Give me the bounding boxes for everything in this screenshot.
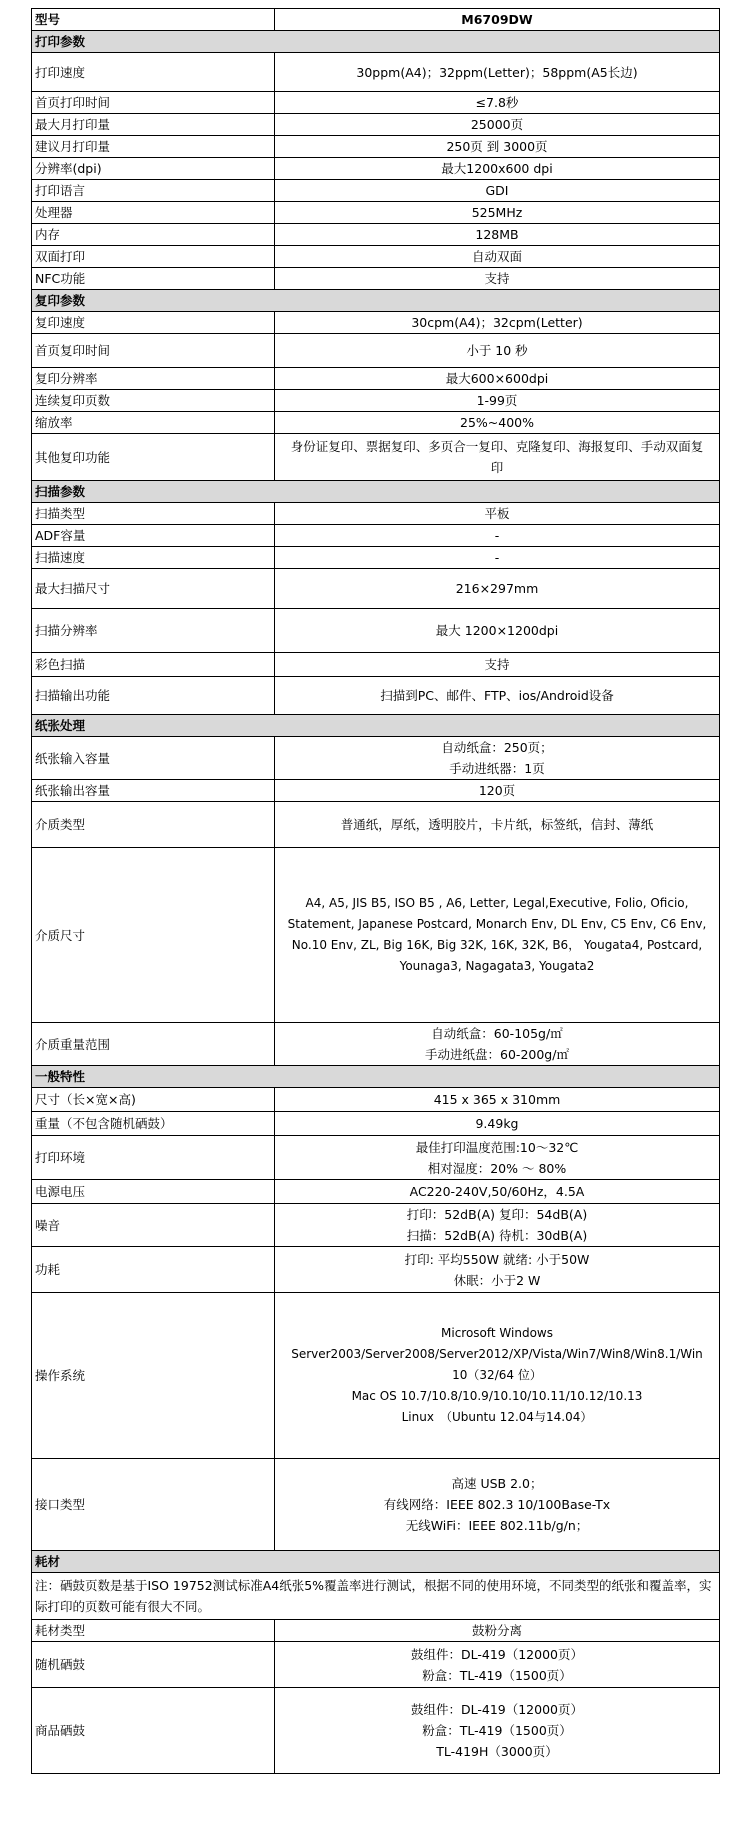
row-value	[275, 1293, 720, 1459]
row-label: 扫描输出功能	[32, 677, 275, 715]
value-line: 粉盒：TL-419（1500页）	[422, 1723, 572, 1738]
row-value: 自动双面	[275, 246, 720, 268]
row-label: ADF容量	[32, 525, 275, 547]
value-line: 手动进纸器：1页	[449, 761, 545, 776]
row-value: 30ppm(A4)；32ppm(Letter)；58ppm(A5长边)	[275, 53, 720, 92]
row-label: 介质类型	[32, 802, 275, 848]
row-label: 随机硒鼓	[32, 1642, 275, 1688]
row-label: 打印速度	[32, 53, 275, 92]
row-label: 重量（不包含随机硒鼓）	[32, 1112, 275, 1136]
value-line: TL-419H（3000页）	[436, 1744, 558, 1759]
table-row	[32, 503, 720, 525]
spec-table	[31, 8, 720, 1774]
row-label: 打印环境	[32, 1136, 275, 1180]
row-value: 25000页	[275, 114, 720, 136]
section-title: 纸张处理	[32, 715, 720, 737]
table-row	[32, 92, 720, 114]
value-line: 鼓组件：DL-419（12000页）	[410, 1702, 583, 1717]
row-label: 纸张输入容量	[32, 737, 275, 780]
table-row	[32, 1293, 720, 1459]
row-label: 首页打印时间	[32, 92, 275, 114]
value-line: 打印: 平均550W 就绪: 小于50W	[404, 1251, 590, 1267]
row-value: 最大 1200×1200dpi	[275, 609, 720, 653]
table-row	[32, 114, 720, 136]
row-value: 1-99页	[275, 390, 720, 412]
table-row	[32, 53, 720, 92]
row-value: 鼓粉分离	[275, 1620, 720, 1642]
consumables-note: 注：硒鼓页数是基于ISO 19752测试标准A4纸张5%覆盖率进行测试，根据不同的使用环境，不同类型的纸张和覆盖率，实际打印的页数可能有很大不同。	[32, 1573, 720, 1620]
value-line: Microsoft Windows	[441, 1326, 553, 1340]
table-row	[32, 368, 720, 390]
row-label: 耗材类型	[32, 1620, 275, 1642]
row-value: 平板	[275, 503, 720, 525]
table-row	[32, 1023, 720, 1066]
row-label: 分辨率(dpi)	[32, 158, 275, 180]
row-label: 功耗	[32, 1247, 275, 1293]
row-label: 扫描类型	[32, 503, 275, 525]
section-title: 复印参数	[32, 290, 720, 312]
table-row	[32, 653, 720, 677]
value-line: Mac OS 10.7/10.8/10.9/10.10/10.11/10.12/10.13	[351, 1389, 643, 1403]
row-value: 支持	[275, 653, 720, 677]
row-value	[275, 1136, 720, 1180]
value-line: A4, A5, JIS B5, ISO B5 , A6, Letter, Legal,Executive, Folio, Oficio,	[305, 896, 689, 910]
row-value	[275, 1023, 720, 1066]
value-line: 印	[490, 460, 504, 475]
row-label: 打印语言	[32, 180, 275, 202]
value-line: 无线WiFi：IEEE 802.11b/g/n；	[405, 1518, 589, 1533]
row-label: 其他复印功能	[32, 434, 275, 481]
row-label: 接口类型	[32, 1459, 275, 1551]
value-line: 自动纸盒：250页；	[441, 740, 553, 755]
table-row	[32, 1642, 720, 1688]
row-value: 525MHz	[275, 202, 720, 224]
table-row	[32, 1136, 720, 1180]
value-line: 鼓组件：DL-419（12000页）	[410, 1646, 583, 1662]
table-row	[32, 547, 720, 569]
row-label: 内存	[32, 224, 275, 246]
row-value	[275, 1247, 720, 1293]
value-line: 手动进纸盘：60-200g/㎡	[425, 1047, 569, 1062]
table-row	[32, 412, 720, 434]
row-value: -	[275, 547, 720, 569]
row-value	[275, 1688, 720, 1774]
section-title: 耗材	[32, 1551, 720, 1573]
row-value: 最大600×600dpi	[275, 368, 720, 390]
row-label: 双面打印	[32, 246, 275, 268]
table-row	[32, 390, 720, 412]
row-value	[275, 848, 720, 1023]
table-row	[32, 136, 720, 158]
table-row	[32, 268, 720, 290]
value-line: No.10 Env, ZL, Big 16K, Big 32K, 16K, 32K, B6， Yougata4, Postcard,	[291, 938, 703, 952]
section-consumables	[32, 1551, 720, 1573]
value-line: 最佳打印温度范围:10～32℃	[415, 1139, 579, 1155]
model-label: 型号	[32, 9, 275, 31]
row-value	[275, 1204, 720, 1247]
table-row	[32, 737, 720, 780]
section-title: 扫描参数	[32, 481, 720, 503]
table-row	[32, 158, 720, 180]
table-row	[32, 525, 720, 547]
table-row	[32, 802, 720, 848]
model-value: M6709DW	[275, 9, 720, 31]
value-line: 高速 USB 2.0；	[451, 1476, 543, 1491]
row-label: 复印速度	[32, 312, 275, 334]
row-value: 小于 10 秒	[275, 334, 720, 368]
table-row	[32, 434, 720, 481]
section-general	[32, 1066, 720, 1088]
row-label: 处理器	[32, 202, 275, 224]
note-row	[32, 1573, 720, 1620]
row-label: 最大扫描尺寸	[32, 569, 275, 609]
row-value	[275, 1642, 720, 1688]
value-line: 有线网络：IEEE 802.3 10/100Base-Tx	[383, 1497, 611, 1512]
table-row	[32, 246, 720, 268]
table-row	[32, 1112, 720, 1136]
row-label: 扫描分辨率	[32, 609, 275, 653]
row-value: 最大1200x600 dpi	[275, 158, 720, 180]
row-value: 128MB	[275, 224, 720, 246]
row-value: 250页 到 3000页	[275, 136, 720, 158]
table-row	[32, 224, 720, 246]
row-label: 介质尺寸	[32, 848, 275, 1023]
value-line: 身份证复印、票据复印、多页合一复印、克隆复印、海报复印、手动双面复	[290, 439, 704, 454]
row-value	[275, 1459, 720, 1551]
section-title: 打印参数	[32, 31, 720, 53]
table-row	[32, 569, 720, 609]
row-label: 最大月打印量	[32, 114, 275, 136]
table-row	[32, 312, 720, 334]
table-row	[32, 180, 720, 202]
row-value: 25%~400%	[275, 412, 720, 434]
section-paper	[32, 715, 720, 737]
row-value: 普通纸，厚纸，透明胶片，卡片纸，标签纸，信封、薄纸	[275, 802, 720, 848]
row-value: 支持	[275, 268, 720, 290]
value-line: 相对湿度：20% ～ 80%	[427, 1160, 567, 1176]
value-line: 扫描：52dB(A) 待机：30dB(A)	[406, 1228, 588, 1243]
table-row	[32, 848, 720, 1023]
table-row	[32, 1688, 720, 1774]
row-label: 操作系统	[32, 1293, 275, 1459]
row-value: AC220-240V,50/60Hz，4.5A	[275, 1180, 720, 1204]
table-row	[32, 1459, 720, 1551]
row-value: GDI	[275, 180, 720, 202]
value-line: 自动纸盒：60-105g/㎡	[431, 1026, 563, 1041]
row-label: NFC功能	[32, 268, 275, 290]
row-value: 30cpm(A4)；32cpm(Letter)	[275, 312, 720, 334]
row-value: 扫描到PC、邮件、FTP、ios/Android设备	[275, 677, 720, 715]
section-print	[32, 31, 720, 53]
row-label: 介质重量范围	[32, 1023, 275, 1066]
table-row	[32, 1620, 720, 1642]
row-value: 415 x 365 x 310mm	[275, 1088, 720, 1112]
row-value	[275, 434, 720, 481]
table-row	[32, 677, 720, 715]
row-label: 噪音	[32, 1204, 275, 1247]
row-label: 彩色扫描	[32, 653, 275, 677]
row-label: 扫描速度	[32, 547, 275, 569]
row-label: 尺寸（长×宽×高)	[32, 1088, 275, 1112]
header-row	[32, 9, 720, 31]
table-row	[32, 1247, 720, 1293]
value-line: Younaga3, Nagagata3, Yougata2	[399, 959, 595, 973]
section-copy	[32, 290, 720, 312]
table-row	[32, 1088, 720, 1112]
value-line: 10（32/64 位）	[452, 1368, 542, 1382]
row-value	[275, 737, 720, 780]
table-row	[32, 1180, 720, 1204]
row-label: 建议月打印量	[32, 136, 275, 158]
row-label: 纸张输出容量	[32, 780, 275, 802]
row-value: -	[275, 525, 720, 547]
table-row	[32, 609, 720, 653]
section-scan	[32, 481, 720, 503]
row-value: 120页	[275, 780, 720, 802]
table-row	[32, 202, 720, 224]
value-line: Linux （Ubuntu 12.04与14.04）	[401, 1410, 593, 1424]
row-value: 9.49kg	[275, 1112, 720, 1136]
table-row	[32, 1204, 720, 1247]
spec-sheet	[31, 8, 719, 1774]
value-line: 粉盒：TL-419（1500页）	[422, 1667, 572, 1683]
row-value: 216×297mm	[275, 569, 720, 609]
value-line: Server2003/Server2008/Server2012/XP/Vista/Win7/Win8/Win8.1/Win	[291, 1347, 703, 1361]
row-label: 连续复印页数	[32, 390, 275, 412]
row-label: 复印分辨率	[32, 368, 275, 390]
value-line: 打印：52dB(A) 复印：54dB(A)	[406, 1207, 588, 1222]
table-row	[32, 334, 720, 368]
row-label: 缩放率	[32, 412, 275, 434]
section-title: 一般特性	[32, 1066, 720, 1088]
row-label: 首页复印时间	[32, 334, 275, 368]
table-row	[32, 780, 720, 802]
value-line: Statement, Japanese Postcard, Monarch Env, DL Env, C5 Env, C6 Env,	[287, 917, 707, 931]
value-line: 休眠：小于2 W	[453, 1272, 541, 1288]
row-value: ≤7.8秒	[275, 92, 720, 114]
row-label: 商品硒鼓	[32, 1688, 275, 1774]
row-label: 电源电压	[32, 1180, 275, 1204]
